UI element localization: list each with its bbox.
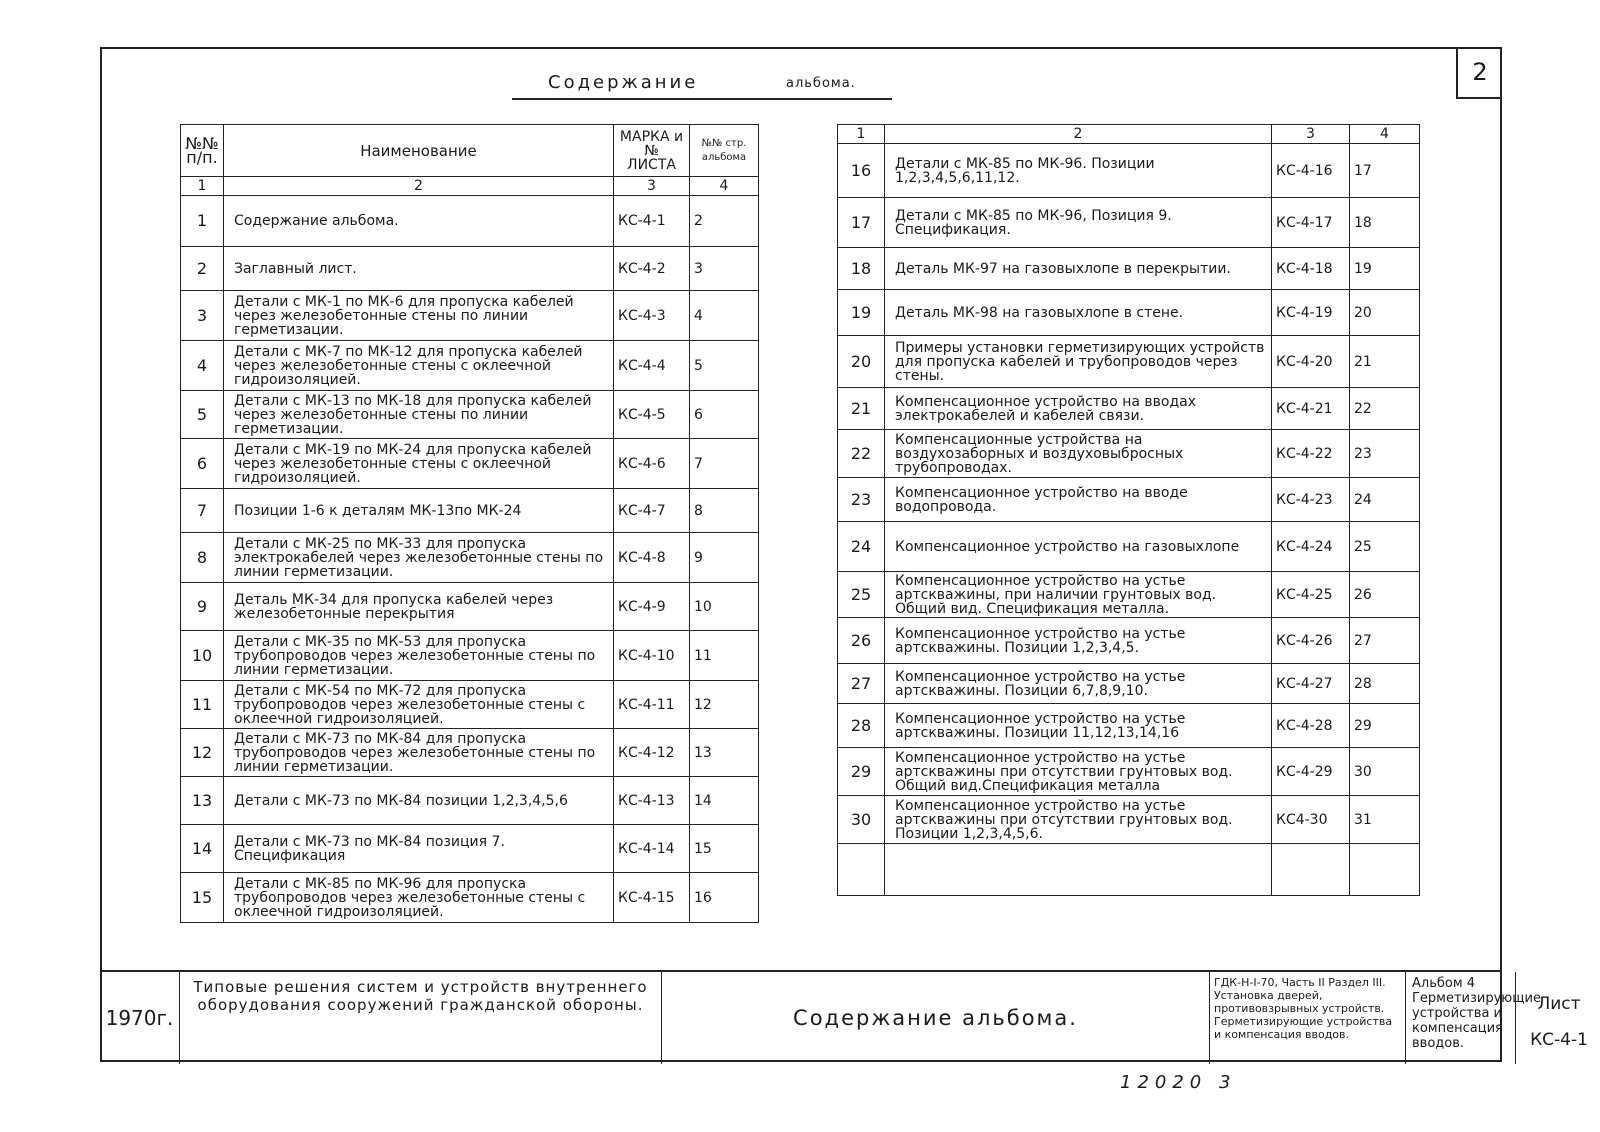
- row-page: 12: [690, 681, 759, 729]
- stamp-album: Альбом 4 Герметизирующие устройства и компенсация вводов.: [1406, 972, 1516, 1064]
- table-row: [181, 247, 759, 291]
- stamp-code: ГДК-Н-I-70, Часть II Раздел III. Установка дверей, противовзрывных устройств. Герметизирующие устройства и компенсация вводов.: [1210, 972, 1406, 1064]
- contents-table-right: [837, 124, 1420, 896]
- row-name: Детали с МК-85 по МК-96. Позиции 1,2,3,4,5,6,11,12.: [885, 144, 1272, 198]
- row-page: 30: [1350, 748, 1420, 796]
- row-mark: КС-4-13: [614, 777, 690, 825]
- row-page: 16: [690, 873, 759, 923]
- row-number: 4: [181, 341, 224, 391]
- row-page: 21: [1350, 336, 1420, 388]
- row-page: 6: [690, 391, 759, 439]
- table-row: [181, 391, 759, 439]
- table-row: [181, 489, 759, 533]
- row-number: 19: [838, 290, 885, 336]
- row-name: Позиции 1-6 к деталям МК-13по МК-24: [224, 489, 614, 533]
- row-number: 17: [838, 198, 885, 248]
- table-row: [181, 825, 759, 873]
- row-name: Компенсационное устройство на устье артскважины, при наличии грунтовых вод. Общий вид. Спецификация металла.: [885, 572, 1272, 618]
- row-page: 10: [690, 583, 759, 631]
- row-name: Заглавный лист.: [224, 247, 614, 291]
- table-row: [838, 796, 1420, 844]
- row-page: 9: [690, 533, 759, 583]
- row-mark: КС-4-11: [614, 681, 690, 729]
- row-page: 4: [690, 291, 759, 341]
- col-index-4: 4: [690, 177, 759, 196]
- row-name: Деталь МК-98 на газовыхлопе в стене.: [885, 290, 1272, 336]
- row-number: 30: [838, 796, 885, 844]
- row-number: 5: [181, 391, 224, 439]
- col-index-1: 1: [838, 125, 885, 144]
- row-mark: КС-4-3: [614, 291, 690, 341]
- table-row: [838, 572, 1420, 618]
- row-mark: КС-4-17: [1272, 198, 1350, 248]
- row-name: Компенсационное устройство на вводах электрокабелей и кабелей связи.: [885, 388, 1272, 430]
- row-mark: КС-4-28: [1272, 704, 1350, 748]
- row-page: 31: [1350, 796, 1420, 844]
- row-page: 8: [690, 489, 759, 533]
- row-number: 11: [181, 681, 224, 729]
- table-row: [838, 248, 1420, 290]
- row-number: 18: [838, 248, 885, 290]
- row-name: Компенсационное устройство на вводе водопровода.: [885, 478, 1272, 522]
- row-page: 29: [1350, 704, 1420, 748]
- row-name: Компенсационные устройства на воздухозаборных и воздуховыбросных трубопроводах.: [885, 430, 1272, 478]
- row-name: Детали с МК-1 по МК-6 для пропуска кабелей через железобетонные стены по линии герметизации.: [224, 291, 614, 341]
- row-page: 19: [1350, 248, 1420, 290]
- row-number: 14: [181, 825, 224, 873]
- row-number: 26: [838, 618, 885, 664]
- sheet-label: Лист: [1537, 994, 1581, 1014]
- row-number: 1: [181, 196, 224, 247]
- table-row: [838, 704, 1420, 748]
- row-name: Детали с МК-73 по МК-84 позиция 7. Спецификация: [224, 825, 614, 873]
- row-number: 16: [838, 144, 885, 198]
- sheet-value: КС-4-1: [1530, 1030, 1588, 1050]
- row-name: Деталь МК-97 на газовыхлопе в перекрытии.: [885, 248, 1272, 290]
- row-mark: КС4-30: [1272, 796, 1350, 844]
- row-mark: КС-4-23: [1272, 478, 1350, 522]
- row-mark: КС-4-8: [614, 533, 690, 583]
- row-number: 6: [181, 439, 224, 489]
- table-row: [838, 478, 1420, 522]
- row-name: Компенсационное устройство на устье артскважины. Позиции 1,2,3,4,5.: [885, 618, 1272, 664]
- table-row: [181, 681, 759, 729]
- row-number: 28: [838, 704, 885, 748]
- row-page: 5: [690, 341, 759, 391]
- stamp-series: Типовые решения систем и устройств внутреннего оборудования сооружений гражданской обороны.: [180, 972, 662, 1064]
- row-mark: КС-4-24: [1272, 522, 1350, 572]
- row-mark: КС-4-6: [614, 439, 690, 489]
- row-mark: КС-4-10: [614, 631, 690, 681]
- row-name: Деталь МК-34 для пропуска кабелей через железобетонные перекрытия: [224, 583, 614, 631]
- row-number: 25: [838, 572, 885, 618]
- row-mark: КС-4-14: [614, 825, 690, 873]
- row-page: 26: [1350, 572, 1420, 618]
- row-mark: КС-4-22: [1272, 430, 1350, 478]
- table-row: [181, 777, 759, 825]
- row-mark: КС-4-18: [1272, 248, 1350, 290]
- col-index-4: 4: [1350, 125, 1420, 144]
- row-page: 17: [1350, 144, 1420, 198]
- col-index-3: 3: [1272, 125, 1350, 144]
- row-number: 20: [838, 336, 885, 388]
- row-name: Детали с МК-19 по МК-24 для пропуска кабелей через железобетонные стены с оклеечной гидроизоляцией.: [224, 439, 614, 489]
- row-name: Компенсационное устройство на устье артскважины. Позиции 6,7,8,9,10.: [885, 664, 1272, 704]
- header-page: №№ стр. альбома: [690, 125, 759, 177]
- col-index-1: 1: [181, 177, 224, 196]
- row-page: 25: [1350, 522, 1420, 572]
- stamp-sheet: [1516, 972, 1600, 1064]
- row-page: 14: [690, 777, 759, 825]
- row-page: 18: [1350, 198, 1420, 248]
- page-number: 2: [1456, 47, 1502, 99]
- header-num: №№ п/п.: [181, 125, 224, 177]
- row-name: Содержание альбома.: [224, 196, 614, 247]
- row-number: 29: [838, 748, 885, 796]
- row-number: 13: [181, 777, 224, 825]
- row-number: 8: [181, 533, 224, 583]
- row-number: 7: [181, 489, 224, 533]
- row-mark: КС-4-19: [1272, 290, 1350, 336]
- table-row: [181, 729, 759, 777]
- row-number: 27: [838, 664, 885, 704]
- row-name: Компенсационное устройство на устье артскважины. Позиции 11,12,13,14,16: [885, 704, 1272, 748]
- row-page: 24: [1350, 478, 1420, 522]
- row-mark: КС-4-25: [1272, 572, 1350, 618]
- title-main: Содержание: [548, 72, 699, 93]
- row-page: 27: [1350, 618, 1420, 664]
- row-mark: КС-4-29: [1272, 748, 1350, 796]
- row-name: Детали с МК-35 по МК-53 для пропуска трубопроводов через железобетонные стены по линии герметизации.: [224, 631, 614, 681]
- table-row: [181, 533, 759, 583]
- row-page: 23: [1350, 430, 1420, 478]
- right-rows: [838, 144, 1420, 844]
- row-page: 15: [690, 825, 759, 873]
- table-row: [838, 664, 1420, 704]
- row-mark: КС-4-12: [614, 729, 690, 777]
- row-mark: КС-4-15: [614, 873, 690, 923]
- row-page: 2: [690, 196, 759, 247]
- table-row: [181, 341, 759, 391]
- col-index-2: 2: [224, 177, 614, 196]
- row-mark: КС-4-20: [1272, 336, 1350, 388]
- row-mark: КС-4-9: [614, 583, 690, 631]
- row-name: Детали с МК-73 по МК-84 для пропуска трубопроводов через железобетонные стены по линии герметизации.: [224, 729, 614, 777]
- table-row: [838, 522, 1420, 572]
- contents-table-left: [180, 124, 759, 923]
- row-number: 3: [181, 291, 224, 341]
- table-row: [838, 290, 1420, 336]
- footer-number: 12020 3: [1120, 1072, 1237, 1093]
- title-block: [100, 970, 1588, 1064]
- table-row: [838, 198, 1420, 248]
- table-row: [838, 388, 1420, 430]
- row-name: Детали с МК-85 по МК-96, Позиция 9. Спецификация.: [885, 198, 1272, 248]
- stamp-doc-title: Содержание альбома.: [662, 972, 1210, 1064]
- row-name: Детали с МК-13 по МК-18 для пропуска кабелей через железобетонные стены по линии герметизации.: [224, 391, 614, 439]
- row-name: Примеры установки герметизирующих устройств для пропуска кабелей и трубопроводов через стены.: [885, 336, 1272, 388]
- row-page: 20: [1350, 290, 1420, 336]
- title-sub: альбома.: [786, 76, 856, 91]
- header-mark: МАРКА и № ЛИСТА: [614, 125, 690, 177]
- page-title: [512, 68, 892, 100]
- row-number: 10: [181, 631, 224, 681]
- row-name: Детали с МК-25 по МК-33 для пропуска электрокабелей через железобетонные стены по линии герметизации.: [224, 533, 614, 583]
- empty-row: [838, 844, 1420, 896]
- row-name: Детали с МК-73 по МК-84 позиции 1,2,3,4,5,6: [224, 777, 614, 825]
- row-name: Детали с МК-54 по МК-72 для пропуска трубопроводов через железобетонные стены с оклеечной гидроизоляцией.: [224, 681, 614, 729]
- row-mark: КС-4-1: [614, 196, 690, 247]
- row-mark: КС-4-27: [1272, 664, 1350, 704]
- row-page: 22: [1350, 388, 1420, 430]
- col-index-3: 3: [614, 177, 690, 196]
- row-name: Детали с МК-7 по МК-12 для пропуска кабелей через железобетонные стены с оклеечной гидроизоляцией.: [224, 341, 614, 391]
- row-page: 11: [690, 631, 759, 681]
- table-row: [838, 748, 1420, 796]
- row-number: 24: [838, 522, 885, 572]
- table-row: [181, 291, 759, 341]
- row-number: 9: [181, 583, 224, 631]
- row-number: 22: [838, 430, 885, 478]
- table-row: [181, 631, 759, 681]
- row-number: 21: [838, 388, 885, 430]
- row-mark: КС-4-2: [614, 247, 690, 291]
- row-mark: КС-4-5: [614, 391, 690, 439]
- table-row: [181, 583, 759, 631]
- table-row: [838, 618, 1420, 664]
- row-page: 7: [690, 439, 759, 489]
- table-row: [181, 439, 759, 489]
- row-name: Компенсационное устройство на устье артскважины при отсутствии грунтовых вод. Общий вид.Спецификация металла: [885, 748, 1272, 796]
- row-mark: КС-4-7: [614, 489, 690, 533]
- row-name: Компенсационное устройство на газовыхлопе: [885, 522, 1272, 572]
- row-number: 23: [838, 478, 885, 522]
- row-number: 12: [181, 729, 224, 777]
- row-name: Детали с МК-85 по МК-96 для пропуска трубопроводов через железобетонные стены с оклеечной гидроизоляцией.: [224, 873, 614, 923]
- row-page: 13: [690, 729, 759, 777]
- row-page: 28: [1350, 664, 1420, 704]
- row-number: 15: [181, 873, 224, 923]
- table-row: [838, 144, 1420, 198]
- row-mark: КС-4-4: [614, 341, 690, 391]
- left-rows: [181, 196, 759, 923]
- table-row: [181, 873, 759, 923]
- table-row: [181, 196, 759, 247]
- header-name: Наименование: [224, 125, 614, 177]
- row-mark: КС-4-16: [1272, 144, 1350, 198]
- row-mark: КС-4-26: [1272, 618, 1350, 664]
- stamp-year: 1970г.: [100, 972, 180, 1064]
- table-row: [838, 336, 1420, 388]
- row-name: Компенсационное устройство на устье артскважины при отсутствии грунтовых вод. Позиции 1,2,3,4,5,6.: [885, 796, 1272, 844]
- col-index-2: 2: [885, 125, 1272, 144]
- row-mark: КС-4-21: [1272, 388, 1350, 430]
- row-number: 2: [181, 247, 224, 291]
- row-page: 3: [690, 247, 759, 291]
- table-row: [838, 430, 1420, 478]
